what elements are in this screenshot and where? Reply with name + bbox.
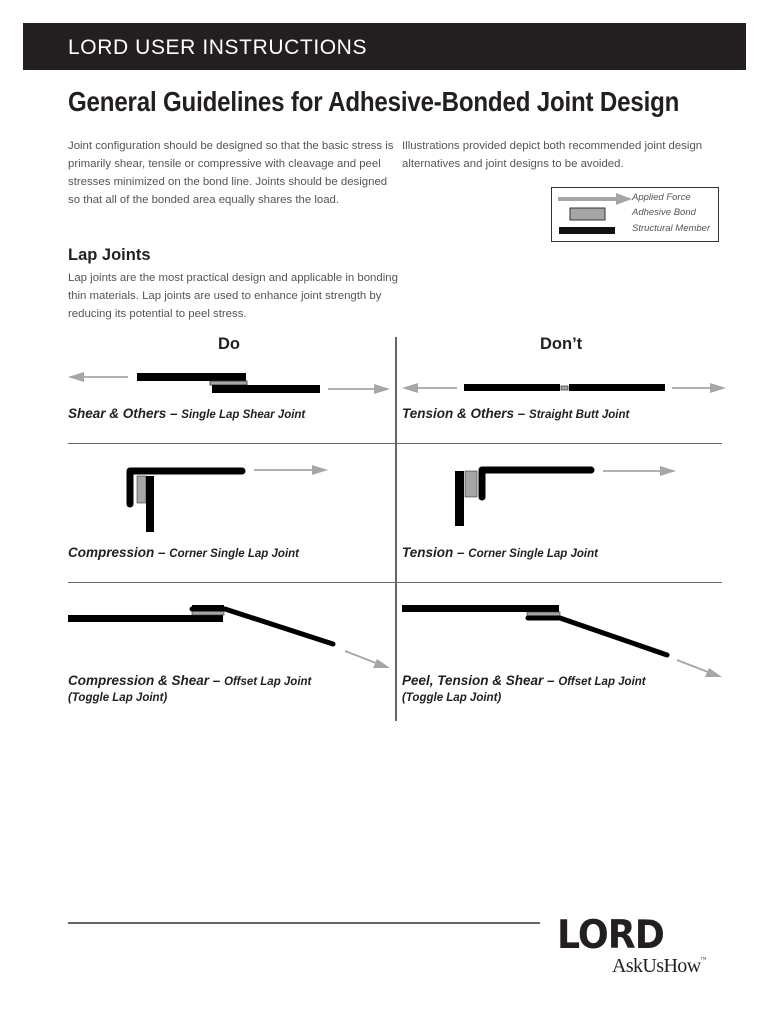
legend-label-applied-force: Applied Force bbox=[632, 192, 691, 203]
caption-do-row2: Compression – Corner Single Lap Joint bbox=[68, 545, 299, 560]
trademark-symbol: ™ bbox=[700, 957, 706, 963]
caption-dont-row3: Peel, Tension & Shear – Offset Lap Joint bbox=[402, 673, 646, 688]
legend-label-adhesive-bond: Adhesive Bond bbox=[632, 207, 696, 218]
intro-paragraph-right: Illustrations provided depict both recommended joint design alternatives and joint designs to be avoided. bbox=[402, 140, 703, 171]
lord-logo: LORD bbox=[557, 913, 664, 958]
banner-text: LORD USER INSTRUCTIONS bbox=[68, 36, 368, 59]
offset-lap-compression-diagram bbox=[68, 605, 390, 668]
caption-do-row3: Compression & Shear – Offset Lap Joint bbox=[68, 673, 312, 688]
logo-tagline: AskUsHow™ bbox=[612, 955, 706, 977]
caption-dont-row3-alt: (Toggle Lap Joint) bbox=[402, 692, 502, 704]
corner-lap-tension-diagram bbox=[455, 466, 676, 526]
corner-lap-compression-diagram bbox=[130, 465, 328, 532]
caption-do-row3-alt: (Toggle Lap Joint) bbox=[68, 692, 168, 704]
caption-dont-row2: Tension – Corner Single Lap Joint bbox=[402, 545, 598, 560]
caption-do-row1: Shear & Others – Single Lap Shear Joint bbox=[68, 406, 306, 421]
column-header-dont: Don’t bbox=[540, 335, 583, 353]
legend-label-structural-member: Structural Member bbox=[632, 223, 711, 234]
page-title: General Guidelines for Adhesive-Bonded Joint Design bbox=[68, 86, 680, 117]
intro-paragraph-left: Joint configuration should be designed so that the basic stress is primarily shear, tensile or compressive with cleavage and peel stresses minimized on the bond line. Joints should be designed so that all of the bonded area equally shares the load. bbox=[68, 140, 394, 207]
straight-butt-joint-diagram bbox=[402, 383, 726, 393]
caption-dont-row1: Tension & Others – Straight Butt Joint bbox=[402, 406, 630, 421]
footer-rule bbox=[68, 922, 540, 924]
single-lap-shear-joint-diagram bbox=[68, 372, 390, 394]
lap-joints-paragraph: Lap joints are the most practical design and applicable in bonding thin materials. Lap joints are used to enhance joint strength by reducing its potential to peel stress. bbox=[68, 272, 398, 321]
column-header-do: Do bbox=[218, 335, 240, 353]
offset-lap-peel-diagram bbox=[402, 605, 722, 677]
section-heading-lap-joints: Lap Joints bbox=[68, 246, 151, 264]
